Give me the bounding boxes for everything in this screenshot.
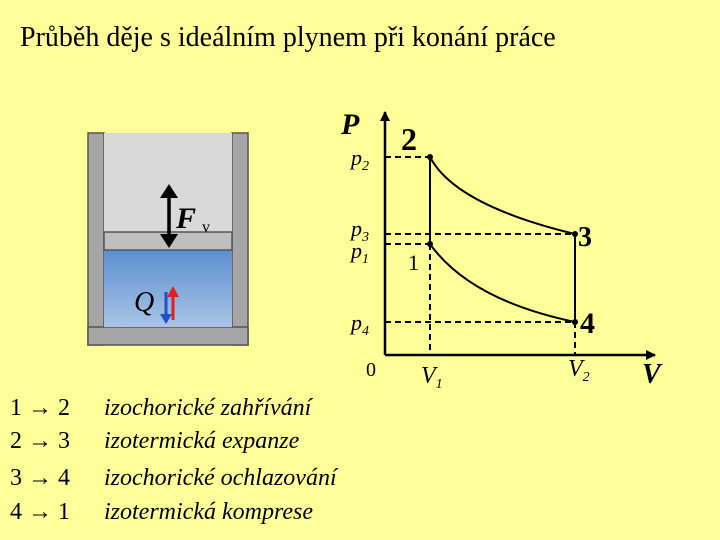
process-description: izotermická komprese [104,499,314,525]
pressure-label-p4: $p_4$ [351,310,369,339]
process-row [10,395,311,422]
x-axis-label: V [642,359,661,390]
pv-graph [385,112,655,355]
cylinder-bottom [88,327,248,345]
point-label-4: 4 [580,307,595,340]
process-row [10,428,299,455]
state-point-4 [572,319,578,325]
cylinder-left-wall [88,133,104,345]
state-point-1 [427,241,433,247]
process-description: izochorické zahřívání [104,395,312,421]
origin-label: 0 [366,359,376,381]
cylinder-right-wall [232,133,248,345]
process-row [10,499,313,526]
process-step: 4 → 1 [10,499,70,525]
y-axis-label: P [341,108,360,141]
pressure-label-p1: $p_1$ [351,238,369,267]
process-2-3 [430,157,575,234]
process-row [10,465,337,492]
volume-label-v2: $V_2$ [568,356,590,385]
force-symbol: F [176,202,197,235]
point-label-2: 2 [401,121,417,157]
pressure-label-p3: $p_3$ [351,216,369,245]
process-step: 1 → 2 [10,395,70,421]
process-description: izotermická expanze [104,428,300,454]
volume-label-v1: $V_1$ [421,363,443,392]
force-subscript: v [202,219,210,236]
point-label-3: 3 [578,222,592,253]
pressure-label-p2: $p_2$ [351,145,369,174]
point-label-1: 1 [408,250,419,275]
process-4-1 [430,244,575,322]
process-step: 3 → 4 [10,465,70,491]
cycle-path [430,157,575,322]
state-point-2 [427,154,433,160]
page-title: Průběh děje s ideálním plynem při konání práce [20,22,556,53]
heat-symbol: Q [134,287,155,318]
process-step: 2 → 3 [10,428,70,454]
process-description: izochorické ochlazování [104,465,337,491]
